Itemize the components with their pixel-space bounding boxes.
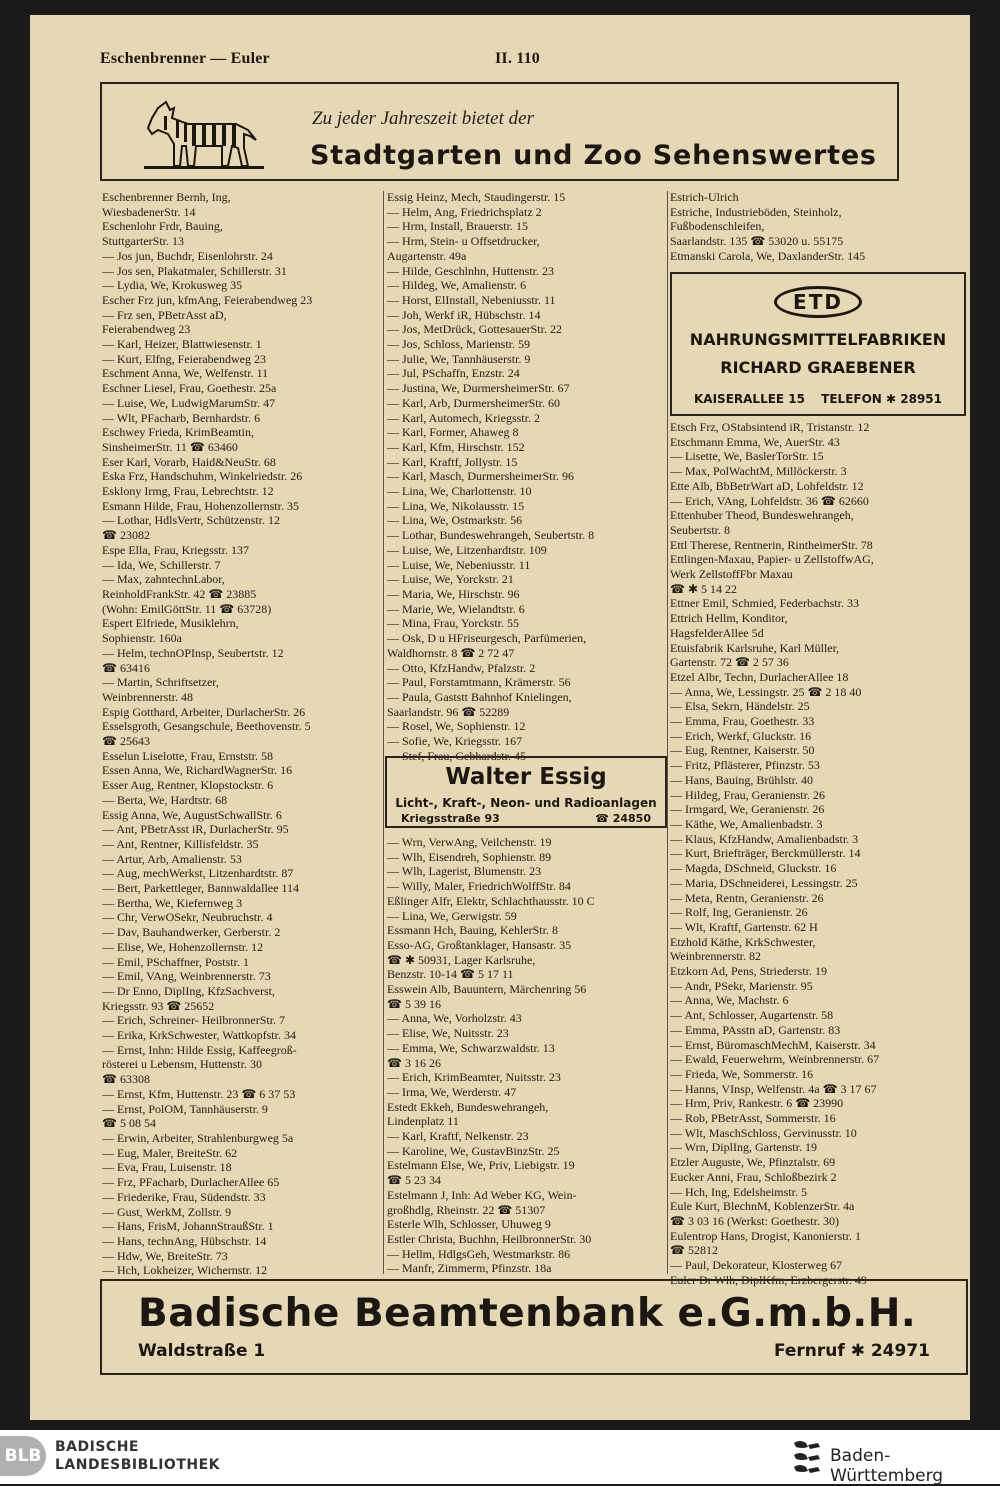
- directory-entry: Eschenlohr Frdr, Bauing,: [102, 219, 223, 234]
- zoo-advertisement: [100, 82, 899, 181]
- directory-entry: — Emma, We, Schwarzwaldstr. 13: [387, 1040, 555, 1055]
- company-name: Walter Essig: [445, 764, 607, 790]
- directory-entry: — Hch, Ing, Edelsheimstr. 5: [670, 1184, 807, 1199]
- directory-entry: Eser Karl, Vorarb, Haid&NeuStr. 68: [102, 454, 276, 469]
- directory-entry: — Ernst, PolOM, Tannhäuserstr. 9: [102, 1101, 268, 1116]
- directory-entry: — Aug, mechWerkst, Litzenhardtstr. 87: [102, 866, 294, 881]
- directory-entry: — Dav, Bauhandwerker, Gerberstr. 2: [102, 925, 281, 940]
- directory-entry: ☎ 25643: [102, 734, 150, 749]
- directory-entry: — Wrn, VerwAng, Veilchenstr. 19: [387, 835, 552, 849]
- directory-entry: — Paul, Forstamtmann, Krämerstr. 56: [387, 675, 571, 690]
- directory-entry: Etmanski Carola, We, DaxlanderStr. 145: [670, 248, 866, 263]
- directory-entry: — Hch, Lokheizer, Wichernstr. 12: [102, 1263, 268, 1278]
- directory-entry: — Eug, Rentner, Kaiserstr. 50: [670, 743, 815, 758]
- directory-entry: — Lisette, We, BaslerTorStr. 15: [670, 449, 824, 464]
- directory-entry: — Jos jun, Buchdr, Eisenlohrstr. 24: [102, 248, 273, 263]
- directory-entry: Ettl Therese, Rentnerin, RintheimerStr. 78: [670, 537, 873, 552]
- directory-entry: — Erika, KrkSchwester, Wattkopfstr. 34: [102, 1028, 296, 1043]
- directory-entry: Fußbodenschleifen,: [670, 219, 765, 234]
- directory-entry: — Karl, Former, Ahaweg 8: [387, 425, 519, 440]
- directory-entry: HagsfelderAllee 5d: [670, 625, 764, 640]
- directory-entry: StuttgarterStr. 13: [102, 234, 184, 249]
- directory-entry: Ette Alb, BbBetrWart aD, Lohfeldstr. 12: [670, 478, 864, 493]
- directory-entry: — Justina, We, DurmersheimerStr. 67: [387, 381, 570, 396]
- directory-entry: ☎ 5 39 16: [387, 996, 441, 1011]
- directory-entry: — Rosel, We, Sophienstr. 12: [387, 719, 526, 734]
- company-phone: ☎ 24850: [595, 812, 651, 825]
- directory-entry: Eschment Anna, We, Welfenstr. 11: [102, 366, 269, 381]
- directory-entry: — Jul, PSchaffn, Enzstr. 24: [387, 366, 520, 381]
- directory-entry: Esso-AG, Großtanklager, Hansastr. 35: [387, 937, 572, 952]
- column-rule: [383, 191, 384, 1274]
- directory-entry: — Hans, FrisM, JohannStraußStr. 1: [102, 1219, 274, 1234]
- directory-entry: ☎ 5 08 54: [102, 1116, 156, 1131]
- directory-entry: — Martin, Schriftsetzer,: [102, 675, 219, 690]
- directory-entry: — Osk, D u HFriseurgesch, Parfümerien,: [387, 631, 587, 646]
- directory-entry: Etuisfabrik Karlsruhe, Karl Müller,: [670, 640, 840, 655]
- directory-entry: — Klaus, KfzHandw, Amalienbadstr. 3: [670, 831, 859, 846]
- directory-page: [30, 15, 970, 1420]
- directory-column-2: [387, 190, 665, 763]
- directory-entry: Waldhornstr. 8 ☎ 2 72 47: [387, 645, 515, 660]
- directory-entry: — Luise, We, Yorckstr. 21: [387, 572, 514, 587]
- directory-entry: — Karl, Heizer, Blattwiesenstr. 1: [102, 337, 262, 352]
- directory-entry: Essen Anna, We, RichardWagnerStr. 16: [102, 763, 293, 778]
- directory-entry: — Max, zahntechnLabor,: [102, 572, 225, 587]
- directory-entry: — Helm, Ang, Friedrichsplatz 2: [387, 204, 542, 219]
- directory-entry: — Kurt, Elfng, Feierabendweg 23: [102, 351, 266, 366]
- column-rule: [667, 191, 668, 1274]
- directory-column-3: [670, 420, 960, 1287]
- directory-entry: — Luise, We, LudwigMarumStr. 47: [102, 395, 276, 410]
- directory-entry: Weinbrennerstr. 82: [670, 949, 762, 964]
- directory-entry: — Ida, We, Schillerstr. 7: [102, 557, 221, 572]
- directory-entry: — Anna, We, Vorholzstr. 43: [387, 1011, 522, 1026]
- directory-entry: — Hrm, Install, Brauerstr. 15: [387, 219, 528, 234]
- directory-entry: — Chr, VerwOSekr, Neubruchstr. 4: [102, 910, 273, 925]
- directory-entry: — Ant, PBetrAsst iR, DurlacherStr. 95: [102, 822, 289, 837]
- directory-entry: — Horst, ElInstall, Nebeniusstr. 11: [387, 292, 556, 307]
- directory-entry: Estelmann Else, We, Priv, Liebigstr. 19: [387, 1158, 575, 1173]
- directory-entry: Espert Elfriede, Musiklehrn,: [102, 616, 239, 631]
- directory-entry: — Frz, PFacharb, DurlacherAllee 65: [102, 1175, 280, 1190]
- directory-entry: — Emma, Frau, Goethestr. 33: [670, 714, 815, 729]
- directory-entry: Augartenstr. 49a: [387, 248, 467, 263]
- directory-entry: — Maria, We, Hirschstr. 96: [387, 586, 520, 601]
- blb-logo[interactable]: BLB: [0, 1436, 46, 1476]
- directory-entry: — Eug, Maler, BreiteStr. 62: [102, 1145, 238, 1160]
- directory-entry: Eulentrop Hans, Drogist, Kanonierstr. 1: [670, 1228, 861, 1243]
- directory-entry: — Anna, We, Lessingstr. 25 ☎ 2 18 40: [670, 684, 862, 699]
- directory-entry: — Maria, DSchneiderei, Lessingstr. 25: [670, 875, 858, 890]
- directory-entry: — Elise, We, Hohenzollernstr. 12: [102, 939, 264, 954]
- directory-entry: — Anna, We, Machstr. 6: [670, 993, 789, 1008]
- directory-entry: — Lina, We, Charlottenstr. 10: [387, 484, 532, 499]
- directory-entry: Esswein Alb, Bauuntern, Märchenring 56: [387, 982, 587, 997]
- state-name: Baden-Württemberg: [830, 1446, 944, 1486]
- directory-entry: Espe Ella, Frau, Kriegsstr. 137: [102, 542, 249, 557]
- directory-entry: — Jos, Schloss, Marienstr. 59: [387, 337, 531, 352]
- directory-entry: Eschwey Frieda, KrimBeamtin,: [102, 425, 254, 440]
- etd-owner: RICHARD GRAEBENER: [720, 358, 916, 377]
- directory-entry: — Lina, We, Ostmarkstr. 56: [387, 513, 523, 528]
- directory-entry: Estrich-Ulrich: [670, 190, 739, 204]
- directory-entry: — Elsa, Sekrn, Händelstr. 25: [670, 699, 810, 714]
- directory-entry: Estedt Ekkeh, Bundeswehrangeh,: [387, 1099, 549, 1114]
- directory-entry: — Wlt, Kraftf, Gartenstr. 62 H: [670, 919, 818, 934]
- directory-entry: — Ant, Schlosser, Augartenstr. 58: [670, 1008, 834, 1023]
- directory-entry: — Artur, Arb, Amalienstr. 53: [102, 851, 242, 866]
- directory-entry: — Hans, technAng, Hübschstr. 14: [102, 1233, 267, 1248]
- directory-entry: — Sofie, We, Kriegsstr. 167: [387, 734, 523, 749]
- directory-entry: — Wlh, Eisendreh, Sophienstr. 89: [387, 849, 552, 864]
- library-footer: [0, 1430, 1000, 1484]
- bank-phone: Fernruf ✱ 24971: [773, 1341, 930, 1361]
- directory-entry: — Hellm, HdlgsGeh, Westmarkstr. 86: [387, 1246, 571, 1261]
- directory-entry: — Rolf, Ing, Geranienstr. 26: [670, 905, 808, 920]
- directory-entry: Espig Gotthard, Arbeiter, DurlacherStr. 26: [102, 704, 306, 719]
- directory-entry: ☎ 3 16 26: [387, 1055, 441, 1070]
- directory-entry: Etschmann Emma, We, AuerStr. 43: [670, 434, 840, 449]
- directory-entry: — Berta, We, Hardtstr. 68: [102, 792, 228, 807]
- directory-entry: — Bertha, We, Kiefernweg 3: [102, 895, 243, 910]
- directory-entry: Gartenstr. 72 ☎ 2 57 36: [670, 655, 789, 670]
- directory-entry: ReinholdFrankStr. 42 ☎ 23885: [102, 586, 257, 601]
- directory-entry: — Ant, Rentner, Killisfeldstr. 35: [102, 836, 259, 851]
- etd-address: KAISERALLEE 15: [694, 392, 805, 406]
- directory-entry: Ettrich Hellm, Konditor,: [670, 611, 788, 626]
- directory-entry: — Magda, DSchneid, Gluckstr. 16: [670, 861, 837, 876]
- directory-entry: — Emma, PAsstn aD, Gartenstr. 83: [670, 1022, 841, 1037]
- etd-business: NAHRUNGSMITTELFABRIKEN: [689, 330, 947, 349]
- zoo-headline: Stadtgarten und Zoo Sehenswertes: [310, 140, 877, 171]
- directory-entry: Euler Dr Wlh, DiplKfm, Erzbergerstr. 49: [670, 1272, 867, 1287]
- walter-essig-advertisement: [385, 756, 667, 828]
- directory-entry: Ettlingen-Maxau, Papier- u ZellstoffwAG,: [670, 552, 874, 567]
- directory-entry: — Eva, Frau, Luisenstr. 18: [102, 1160, 232, 1175]
- directory-entry: Eschenbrenner Bernh, Ing,: [102, 190, 231, 204]
- directory-entry: — Gust, WerkM, Zollstr. 9: [102, 1204, 232, 1219]
- directory-entry: — Julie, We, Tannhäuserstr. 9: [387, 351, 531, 366]
- directory-entry: Etzel Albr, Techn, DurlacherAllee 18: [670, 669, 849, 684]
- directory-entry: — Ernst, BüromaschMechM, Kaiserstr. 34: [670, 1037, 876, 1052]
- directory-entry: Essig Anna, We, AugustSchwallStr. 6: [102, 807, 282, 822]
- directory-entry: — Jos, MetDrück, GottesauerStr. 22: [387, 322, 562, 337]
- directory-entry: ☎ ✱ 50931, Lager Karlsruhe,: [387, 952, 536, 967]
- directory-entry: — Kurt, Briefträger, Berckmüllerstr. 14: [670, 846, 861, 861]
- directory-entry: — Karl, Kraftf, Jollystr. 15: [387, 454, 518, 469]
- directory-entry: — Fritz, Pflästerer, Pfinzstr. 53: [670, 758, 820, 773]
- directory-entry: — Helm, technOPInsp, Seubertstr. 12: [102, 645, 284, 660]
- directory-entry: — Emil, VAng, Weinbrennerstr. 73: [102, 969, 271, 984]
- company-address: Kriegsstraße 93: [401, 812, 500, 825]
- directory-entry: — Willy, Maler, FriedrichWolffStr. 84: [387, 879, 571, 894]
- etd-phone: TELEFON ✱ 28951: [821, 392, 942, 406]
- directory-entry: Eßlinger Alfr, Elektr, Schlachthausstr. 10 C: [387, 893, 595, 908]
- directory-entry: — Wlt, PFacharb, Bernhardstr. 6: [102, 410, 261, 425]
- directory-entry: — Ernst, Inhn: Hilde Essig, Kaffeegroß-: [102, 1042, 297, 1057]
- directory-entry: — Hdw, We, BreiteStr. 73: [102, 1248, 228, 1263]
- directory-entry: — Hilde, Geschlnhn, Huttenstr. 23: [387, 263, 554, 278]
- directory-entry: — Käthe, We, Amalienbadstr. 3: [670, 816, 823, 831]
- directory-entry: — Bert, Parkettleger, Bannwaldallee 114: [102, 881, 300, 896]
- directory-entry: Estelmann J, Inh: Ad Weber KG, Wein-: [387, 1187, 577, 1202]
- directory-entry: — Otto, KfzHandw, Pfalzstr. 2: [387, 660, 536, 675]
- directory-entry: ☎ 63308: [102, 1072, 150, 1087]
- directory-entry: — Manfr, Zimmerm, Pfinzstr. 18a: [387, 1261, 552, 1276]
- directory-entry: — Lothar, Bundeswehrangeh, Seubertstr. 8: [387, 528, 595, 543]
- directory-entry: — Frz sen, PBetrAsst aD,: [102, 307, 227, 322]
- directory-entry: Escher Frz jun, kfmAng, Feierabendweg 23: [102, 292, 313, 307]
- directory-entry: Sophienstr. 160a: [102, 631, 182, 646]
- directory-entry: — Hrm, Priv, Rankestr. 6 ☎ 23990: [670, 1096, 844, 1111]
- directory-entry: Esterle Wlh, Schlosser, Uhuweg 9: [387, 1217, 551, 1232]
- directory-entry: — Elise, We, Nuitsstr. 23: [387, 1026, 509, 1041]
- directory-entry: Esselun Liselotte, Frau, Ernststr. 58: [102, 748, 273, 763]
- directory-entry: — Hrm, Stein- u Offsetdrucker,: [387, 234, 540, 249]
- zebra-icon: [144, 100, 264, 170]
- bank-address: Waldstraße 1: [138, 1341, 266, 1361]
- directory-entry: — Hildeg, We, Amalienstr. 6: [387, 278, 527, 293]
- directory-entry: — Irma, We, Werderstr. 47: [387, 1084, 517, 1099]
- directory-entry: — Mina, Frau, Yorckstr. 55: [387, 616, 520, 631]
- directory-entry: ☎ 23082: [102, 528, 150, 543]
- directory-entry: — Irmgard, We, Geranienstr. 26: [670, 802, 825, 817]
- directory-entry: — Paula, Gaststt Bahnhof Knielingen,: [387, 689, 572, 704]
- library-name-line1: BADISCHE: [55, 1439, 139, 1455]
- directory-entry: — Erwin, Arbeiter, Strahlenburgweg 5a: [102, 1131, 294, 1145]
- directory-entry: Eucker Anni, Frau, Schloßbezirk 2: [670, 1169, 837, 1184]
- directory-entry: — Andr, PSekr, Marienstr. 95: [670, 978, 813, 993]
- directory-entry: ☎ 5 23 34: [387, 1173, 441, 1188]
- directory-entry: — Dr Enno, DiplIng, KfzSachverst,: [102, 983, 275, 998]
- directory-entry: — Joh, Werkf iR, Hübschstr. 14: [387, 307, 541, 322]
- directory-entry: — Lydia, We, Krokusweg 35: [102, 278, 243, 293]
- directory-entry: Werk ZellstoffFbr Maxau: [670, 567, 793, 582]
- directory-entry: Etzler Auguste, We, Pfinztalstr. 69: [670, 1155, 836, 1170]
- directory-entry: Esklony Irmg, Frau, Lebrechtstr. 12: [102, 484, 274, 499]
- directory-entry: — Karl, Masch, DurmersheimerStr. 96: [387, 469, 574, 484]
- directory-entry: rösterei u Lebensm, Huttenstr. 30: [102, 1057, 262, 1072]
- directory-entry: Benzstr. 10-14 ☎ 5 17 11: [387, 967, 514, 982]
- directory-entry: ☎ 52812: [670, 1243, 718, 1258]
- directory-entry: ☎ 3 03 16 (Werkst: Goethestr. 30): [670, 1213, 839, 1228]
- directory-entry: Essmann Hch, Bauing, KehlerStr. 8: [387, 923, 558, 938]
- directory-entry: Saarlandstr. 135 ☎ 53020 u. 55175: [670, 234, 844, 249]
- running-head-left: Eschenbrenner — Euler: [100, 50, 270, 67]
- directory-entry: — Wlt, MaschSchloss, Gervinusstr. 10: [670, 1125, 857, 1140]
- directory-entry: ☎ 63416: [102, 660, 150, 675]
- directory-entry: — Friederike, Frau, Südendstr. 33: [102, 1189, 266, 1204]
- directory-entry: (Wohn: EmilGöttStr. 11 ☎ 63728): [102, 601, 272, 616]
- directory-entry: — Karoline, We, GustavBinzStr. 25: [387, 1143, 560, 1158]
- directory-entry: — Max, PolWachtM, Millöckerstr. 3: [670, 464, 847, 479]
- directory-entry: — Hildeg, Frau, Geranienstr. 26: [670, 787, 825, 802]
- directory-entry: Estler Christa, Buchhn, HeilbronnerStr. 30: [387, 1231, 592, 1246]
- bank-advertisement: [100, 1279, 968, 1375]
- directory-entry: — Lothar, HdlsVertr, Schützenstr. 12: [102, 513, 281, 528]
- directory-entry: Esselsgroth, Gesangschule, Beethovenstr. 5: [102, 719, 311, 734]
- directory-entry: — Meta, Rentn, Geranienstr. 26: [670, 890, 824, 905]
- directory-entry: — Karl, Automech, Kriegsstr. 2: [387, 410, 540, 425]
- directory-entry: — Wrn, DiplIng, Gartenstr. 19: [670, 1140, 817, 1155]
- directory-column-3-top: [670, 190, 960, 264]
- directory-entry: Eschner Liesel, Frau, Goethestr. 25a: [102, 381, 277, 396]
- directory-entry: Ettenhuber Theod, Bundeswehrangeh,: [670, 508, 854, 523]
- directory-column-2-continued: [387, 835, 665, 1276]
- baden-wuerttemberg-lions-icon: [790, 1437, 824, 1477]
- directory-entry: Eule Kurt, BlechnM, KoblenzerStr. 4a: [670, 1199, 855, 1214]
- directory-entry: Estriche, Industrieböden, Steinholz,: [670, 204, 842, 219]
- directory-entry: — Lina, We, Nikolausstr. 15: [387, 498, 525, 513]
- page-number: II. 110: [495, 50, 540, 67]
- directory-entry: WiesbadenerStr. 14: [102, 204, 196, 219]
- directory-entry: — Stef, Frau, Gebhardstr. 45: [387, 748, 526, 763]
- directory-entry: — Wlh, Lagerist, Blumenstr. 23: [387, 864, 542, 879]
- directory-entry: — Karl, Arb, DurmersheimerStr. 60: [387, 395, 560, 410]
- directory-entry: — Rob, PBetrAsst, Sommerstr. 16: [670, 1111, 836, 1126]
- library-name-line2: LANDESBIBLIOTHEK: [55, 1457, 221, 1473]
- directory-entry: — Hanns, VInsp, Welfenstr. 4a ☎ 3 17 67: [670, 1081, 877, 1096]
- directory-entry: — Lina, We, Gerwigstr. 59: [387, 908, 517, 923]
- directory-entry: Eska Frz, Handschuhm, Winkelriedstr. 26: [102, 469, 303, 484]
- directory-entry: — Frieda, We, Sommerstr. 16: [670, 1066, 814, 1081]
- etd-advertisement: [670, 272, 966, 416]
- company-services: Licht-, Kraft-, Neon- und Radioanlagen: [395, 796, 657, 810]
- directory-entry: — Luise, We, Litzenhardtstr. 109: [387, 542, 547, 557]
- directory-entry: Feierabendweg 23: [102, 322, 191, 337]
- directory-entry: Kriegsstr. 93 ☎ 25652: [102, 998, 215, 1013]
- directory-entry: — Jos sen, Plakatmaler, Schillerstr. 31: [102, 263, 287, 278]
- directory-entry: — Ewald, Feuerwehrm, Weinbrennerstr. 67: [670, 1052, 880, 1067]
- directory-entry: — Erich, Werkf, Gluckstr. 16: [670, 728, 812, 743]
- directory-entry: Weinbrennerstr. 48: [102, 689, 194, 704]
- directory-entry: — Erich, KrimBeamter, Nuitsstr. 23: [387, 1070, 561, 1085]
- directory-entry: Esmann Hilde, Frau, Hohenzollernstr. 35: [102, 498, 299, 513]
- directory-entry: Lindenplatz 11: [387, 1114, 459, 1129]
- directory-entry: — Erich, Schreiner- HeilbronnerStr. 7: [102, 1013, 286, 1028]
- directory-entry: ☎ ✱ 5 14 22: [670, 581, 738, 596]
- directory-entry: Etzkorn Ad, Pens, Striederstr. 19: [670, 964, 827, 979]
- directory-entry: großhdlg, Rheinstr. 22 ☎ 51307: [387, 1202, 546, 1217]
- directory-entry: Ettner Emil, Schmied, Federbachstr. 33: [670, 596, 859, 611]
- directory-column-1: [102, 190, 380, 1278]
- directory-entry: Saarlandstr. 96 ☎ 52289: [387, 704, 510, 719]
- directory-entry: — Emil, PSchaffner, Poststr. 1: [102, 954, 249, 969]
- directory-entry: Etzhold Käthe, KrkSchwester,: [670, 934, 816, 949]
- directory-entry: Essig Heinz, Mech, Staudingerstr. 15: [387, 190, 566, 204]
- directory-entry: — Hans, Bauing, Brühlstr. 40: [670, 772, 813, 787]
- directory-entry: Esser Aug, Rentner, Klopstockstr. 6: [102, 778, 274, 793]
- directory-entry: — Luise, We, Nebeniusstr. 11: [387, 557, 531, 572]
- directory-entry: — Erich, VAng, Lohfeldstr. 36 ☎ 62660: [670, 493, 869, 508]
- bank-name: Badische Beamtenbank e.G.m.b.H.: [138, 1291, 917, 1336]
- zoo-slogan: Zu jeder Jahreszeit bietet der: [312, 108, 534, 129]
- directory-entry: — Marie, We, Wielandtstr. 6: [387, 601, 525, 616]
- directory-entry: — Karl, Kfm, Hirschstr. 152: [387, 439, 525, 454]
- etd-logo: ETD: [774, 286, 862, 318]
- directory-entry: — Karl, Kraftf, Nelkenstr. 23: [387, 1129, 529, 1144]
- directory-entry: SinsheimerStr. 11 ☎ 63460: [102, 439, 238, 454]
- directory-entry: — Paul, Dekorateur, Klosterweg 67: [670, 1258, 843, 1273]
- directory-entry: — Ernst, Kfm, Huttenstr. 23 ☎ 6 37 53: [102, 1086, 296, 1101]
- directory-entry: Etsch Frz, OStabsintend iR, Tristanstr. 12: [670, 420, 870, 434]
- directory-entry: Seubertstr. 8: [670, 522, 730, 537]
